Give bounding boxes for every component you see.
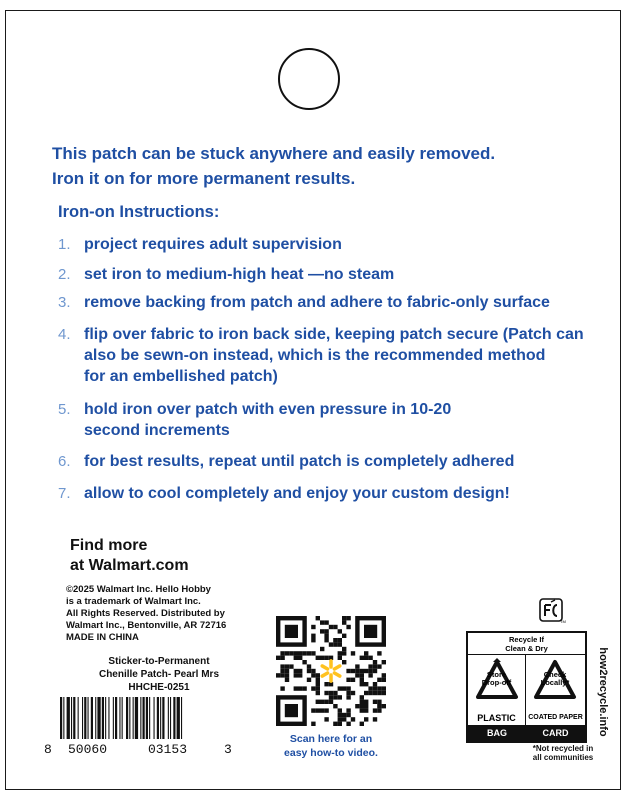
barcode-bar — [126, 697, 128, 739]
qr-module — [294, 656, 298, 660]
qr-module — [338, 651, 342, 655]
qr-module — [316, 678, 320, 682]
qr-module — [320, 647, 324, 651]
barcode-bar — [84, 697, 86, 739]
barcode-bar — [108, 697, 109, 739]
qr-module — [289, 664, 293, 668]
barcode-bar — [143, 697, 145, 739]
barcode-bar — [140, 697, 141, 739]
qr-module — [355, 669, 359, 673]
qr-module — [338, 713, 342, 717]
qr-module — [289, 651, 293, 655]
qr-module — [382, 704, 386, 708]
qr-module — [320, 620, 324, 624]
qr-module — [302, 651, 306, 655]
qr-module — [280, 651, 284, 655]
qr-module — [324, 700, 328, 704]
qr-module — [355, 704, 359, 708]
qr-module — [329, 625, 333, 629]
qr-module — [324, 691, 328, 695]
qr-module — [294, 673, 298, 677]
barcode-bar — [146, 697, 148, 739]
qr-module — [342, 717, 346, 721]
intro-line-1: This patch can be stuck anywhere and easily removed. — [52, 144, 496, 163]
qr-module — [338, 642, 342, 646]
qr-module — [298, 651, 302, 655]
walmart-spark-icon — [320, 659, 342, 683]
qr-module — [285, 651, 289, 655]
qr-module — [285, 673, 289, 677]
qr-module — [346, 691, 350, 695]
qr-module — [377, 664, 381, 668]
qr-module — [338, 686, 342, 690]
qr-module — [342, 660, 346, 664]
qr-module — [377, 678, 381, 682]
qr-module — [311, 634, 315, 638]
recycle-bottom-bar: BAG CARD — [468, 725, 585, 741]
qr-caption: Scan here for an easy how-to video. — [284, 733, 378, 759]
qr-module — [360, 708, 364, 712]
qr-module — [316, 708, 320, 712]
qr-module — [351, 669, 355, 673]
qr-module — [351, 691, 355, 695]
qr-module — [316, 656, 320, 660]
qr-module — [351, 717, 355, 721]
how2recycle-url[interactable]: how2recycle.info — [597, 647, 609, 737]
qr-module — [373, 664, 377, 668]
barcode-bar — [168, 697, 169, 739]
qr-module — [368, 691, 372, 695]
plastic-type: PLASTIC — [468, 711, 526, 725]
qr-module — [373, 686, 377, 690]
qr-module — [364, 717, 368, 721]
qr-module — [360, 656, 364, 660]
barcode-bar — [73, 697, 75, 739]
qr-module — [324, 629, 328, 633]
qr-module — [324, 620, 328, 624]
qr-module — [280, 656, 284, 660]
qr-module — [324, 682, 328, 686]
qr-module — [294, 651, 298, 655]
qr-module — [360, 669, 364, 673]
barcode-bar — [91, 697, 93, 739]
qr-module — [373, 717, 377, 721]
barcode-bar — [63, 697, 64, 739]
barcode-bar — [95, 697, 96, 739]
qr-module — [316, 700, 320, 704]
intro-text — [52, 141, 592, 191]
qr-module — [364, 691, 368, 695]
check-locally-cell: Check Locally* — [526, 655, 584, 711]
barcode-bar — [149, 697, 150, 739]
how2recycle-label — [466, 631, 587, 743]
barcode-bar — [102, 697, 104, 739]
qr-module — [346, 625, 350, 629]
fsc-logo-icon — [539, 598, 565, 624]
recycle-footnote: *Not recycled in all communities — [532, 744, 594, 762]
qr-module — [311, 708, 315, 712]
qr-module — [333, 642, 337, 646]
qr-module — [311, 625, 315, 629]
product-info: Sticker-to-Permanent Chenille Patch- Pearl Mrs HHCHE-0251 — [98, 656, 220, 693]
qr-module — [298, 686, 302, 690]
qr-module — [364, 651, 368, 655]
barcode-bar — [157, 697, 159, 739]
barcode-bar — [173, 697, 175, 739]
qr-module — [329, 642, 333, 646]
qr-module — [342, 634, 346, 638]
qr-module — [342, 651, 346, 655]
qr-module — [382, 691, 386, 695]
intro-line-2: Iron it on for more permanent results. — [52, 169, 356, 188]
barcode-bar — [181, 697, 182, 739]
qr-module — [342, 713, 346, 717]
qr-module — [333, 704, 337, 708]
qr-module — [324, 638, 328, 642]
barcode-bar — [113, 697, 114, 739]
qr-module — [311, 686, 315, 690]
qr-module — [377, 700, 381, 704]
qr-module — [373, 708, 377, 712]
qr-module — [280, 664, 284, 668]
barcode-bar — [170, 697, 171, 739]
qr-module — [368, 669, 372, 673]
barcode-bar — [67, 697, 70, 739]
qr-module — [351, 651, 355, 655]
qr-module — [338, 656, 342, 660]
qr-module — [368, 673, 372, 677]
qr-module — [368, 656, 372, 660]
qr-module — [311, 673, 315, 677]
qr-module — [285, 669, 289, 673]
instructions-title: Iron-on Instructions: — [58, 203, 220, 221]
qr-module — [280, 686, 284, 690]
store-dropoff-cell: Store Drop-off — [468, 655, 526, 711]
qr-module — [377, 704, 381, 708]
qr-module — [320, 708, 324, 712]
qr-module — [346, 713, 350, 717]
qr-module — [373, 691, 377, 695]
qr-module — [368, 664, 372, 668]
barcode-bar — [71, 697, 72, 739]
qr-module — [307, 664, 311, 668]
qr-module — [360, 673, 364, 677]
qr-module — [382, 660, 386, 664]
qr-module — [346, 695, 350, 699]
qr-module — [307, 669, 311, 673]
upc-barcode — [58, 697, 236, 739]
qr-module — [333, 638, 337, 642]
qr-module — [307, 651, 311, 655]
coated-paper-type: COATED PAPER — [528, 714, 583, 721]
qr-module — [373, 669, 377, 673]
qr-module — [342, 686, 346, 690]
qr-finder — [285, 625, 298, 638]
qr-module — [324, 656, 328, 660]
qr-module — [382, 686, 386, 690]
qr-module — [298, 656, 302, 660]
qr-module — [364, 700, 368, 704]
qr-module — [355, 673, 359, 677]
qr-module — [342, 616, 346, 620]
barcode-bar — [119, 697, 120, 739]
qr-module — [377, 708, 381, 712]
qr-module — [316, 686, 320, 690]
qr-module — [298, 673, 302, 677]
qr-module — [377, 686, 381, 690]
qr-module — [320, 629, 324, 633]
qr-module — [360, 682, 364, 686]
svg-text:TM: TM — [560, 619, 566, 624]
barcode-bar — [133, 697, 134, 739]
qr-module — [360, 678, 364, 682]
qr-module — [311, 651, 315, 655]
qr-module — [364, 682, 368, 686]
qr-module — [364, 704, 368, 708]
qr-module — [311, 722, 315, 726]
barcode-bar — [160, 697, 161, 739]
barcode-bar — [177, 697, 180, 739]
qr-module — [346, 708, 350, 712]
qr-module — [373, 682, 377, 686]
qr-module — [298, 669, 302, 673]
qr-module — [338, 695, 342, 699]
qr-module — [373, 660, 377, 664]
qr-module — [333, 722, 337, 726]
qr-module — [324, 708, 328, 712]
qr-module — [333, 695, 337, 699]
hang-hole — [278, 48, 340, 110]
qr-module — [364, 669, 368, 673]
qr-module — [360, 695, 364, 699]
qr-module — [342, 620, 346, 624]
qr-module — [302, 686, 306, 690]
qr-module — [338, 629, 342, 633]
qr-module — [346, 678, 350, 682]
qr-module — [320, 700, 324, 704]
qr-module — [280, 669, 284, 673]
qr-module — [316, 691, 320, 695]
qr-module — [311, 638, 315, 642]
barcode-bar — [88, 697, 89, 739]
qr-module — [346, 686, 350, 690]
qr-module — [294, 669, 298, 673]
qr-module — [346, 722, 350, 726]
qr-module — [377, 651, 381, 655]
qr-module — [342, 647, 346, 651]
barcode-bar — [78, 697, 79, 739]
qr-module — [316, 616, 320, 620]
qr-module — [368, 686, 372, 690]
qr-module — [338, 717, 342, 721]
qr-module — [360, 722, 364, 726]
qr-module — [382, 673, 386, 677]
qr-module — [302, 660, 306, 664]
qr-module — [360, 704, 364, 708]
qr-code[interactable] — [276, 616, 386, 726]
qr-module — [338, 722, 342, 726]
qr-module — [311, 669, 315, 673]
barcode-bar — [97, 697, 100, 739]
qr-module — [316, 673, 320, 677]
qr-module — [333, 691, 337, 695]
qr-module — [382, 678, 386, 682]
barcode-bar — [129, 697, 130, 739]
qr-module — [307, 678, 311, 682]
qr-module — [324, 717, 328, 721]
barcode-bar — [162, 697, 164, 739]
barcode-bar — [60, 697, 62, 739]
qr-module — [329, 695, 333, 699]
qr-finder — [364, 625, 377, 638]
qr-finder — [285, 704, 298, 717]
qr-module — [351, 678, 355, 682]
qr-module — [377, 691, 381, 695]
barcode-bar — [115, 697, 117, 739]
barcode-bar — [135, 697, 138, 739]
qr-module — [333, 625, 337, 629]
barcode-bar — [82, 697, 83, 739]
qr-module — [329, 700, 333, 704]
qr-module — [346, 669, 350, 673]
legal-text: ©2025 Walmart Inc. Hello Hobby is a trademark of Walmart Inc. All Rights Reserved. Distributed by Walmart Inc., Bentonville, AR 72716 MADE IN CHINA — [66, 584, 227, 643]
qr-module — [373, 700, 377, 704]
qr-module — [285, 664, 289, 668]
barcode-bar — [122, 697, 123, 739]
qr-module — [364, 656, 368, 660]
qr-module — [276, 673, 280, 677]
qr-module — [338, 708, 342, 712]
qr-module — [360, 700, 364, 704]
qr-module — [276, 656, 280, 660]
barcode-bar — [105, 697, 106, 739]
qr-module — [324, 634, 328, 638]
qr-module — [346, 616, 350, 620]
qr-module — [280, 673, 284, 677]
find-more-text: Find more at Walmart.com — [70, 537, 189, 574]
qr-module — [316, 682, 320, 686]
barcode-bar — [154, 697, 155, 739]
qr-module — [285, 678, 289, 682]
qr-module — [338, 638, 342, 642]
qr-module — [329, 691, 333, 695]
qr-module — [364, 708, 368, 712]
qr-module — [294, 686, 298, 690]
recycle-header: Recycle If Clean & Dry — [468, 633, 585, 655]
qr-module — [320, 656, 324, 660]
qr-module — [355, 664, 359, 668]
